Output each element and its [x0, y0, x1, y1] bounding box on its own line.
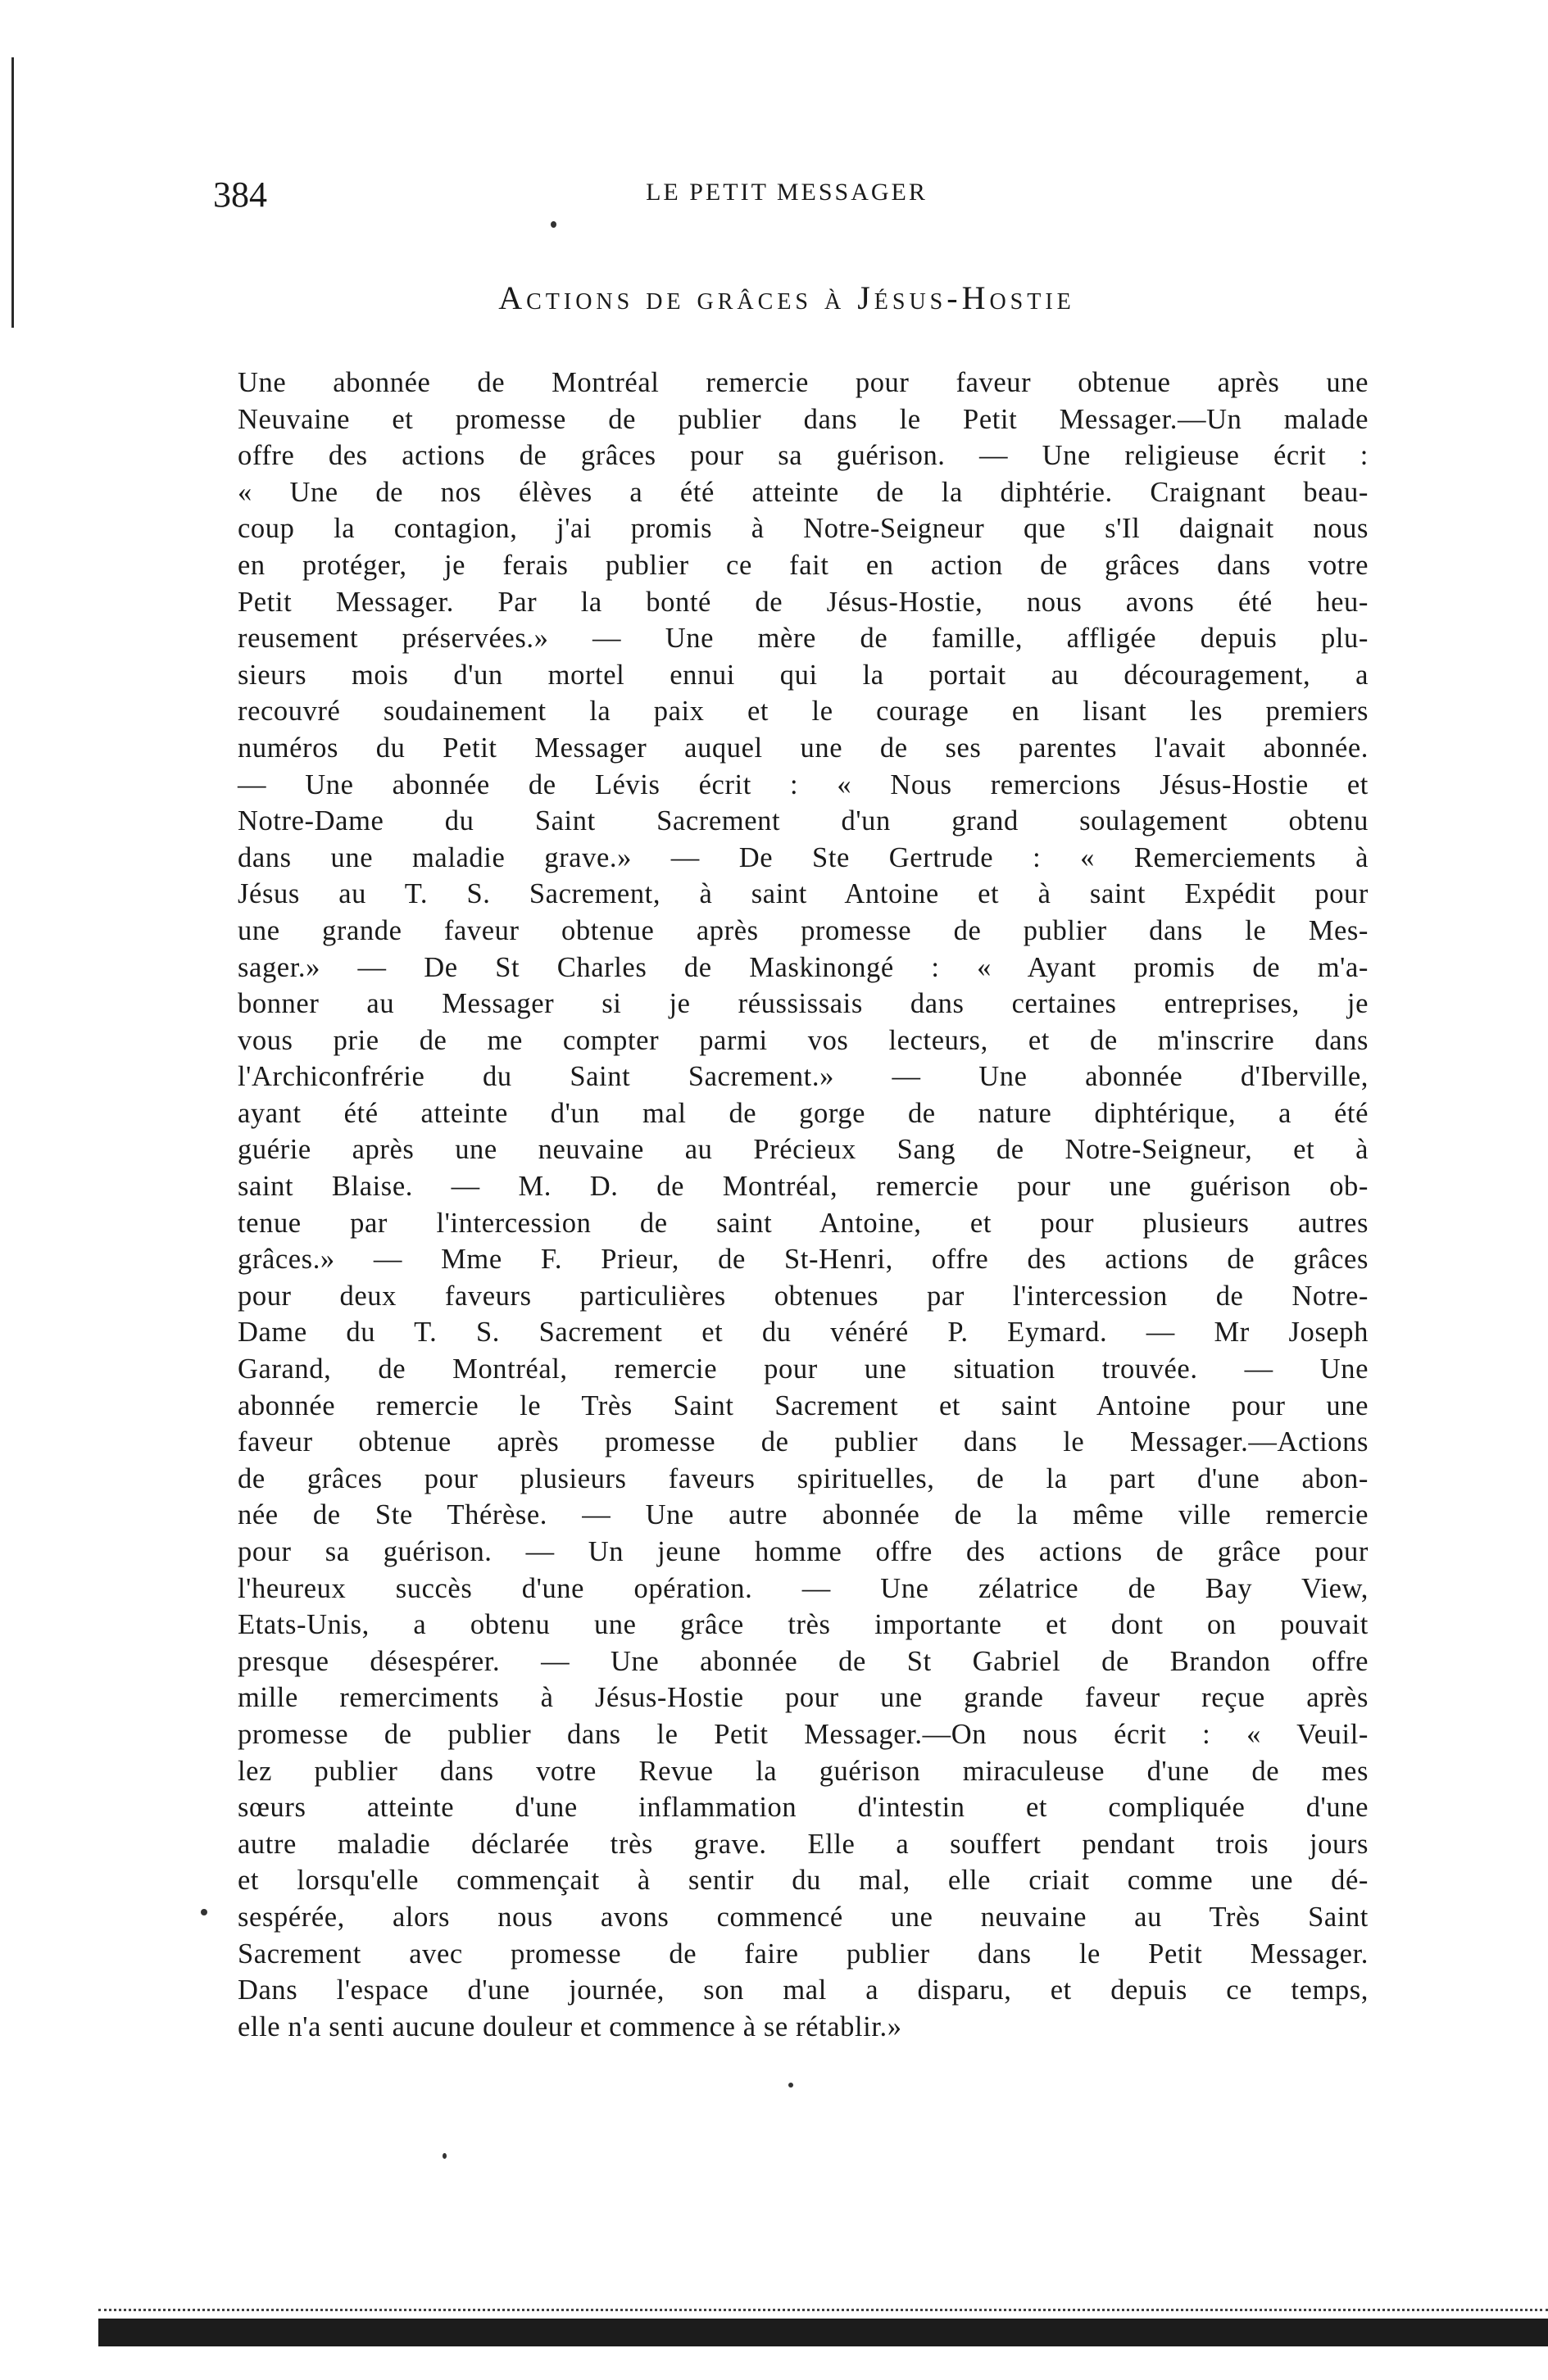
text-line: mille remerciments à Jésus-Hostie pour une grande faveur reçue après — [238, 1682, 1369, 1714]
text-line: Sacrement avec promesse de faire publier dans le Petit Messager. — [238, 1938, 1369, 1970]
scan-page-edge-bottom — [98, 2319, 1548, 2346]
text-line: Petit Messager. Par la bonté de Jésus-Hostie, nous avons été heu- — [238, 586, 1369, 618]
text-line: sœurs atteinte d'une inflammation d'intestin et compliquée d'une — [238, 1792, 1369, 1824]
text-line: Dame du T. S. Sacrement et du vénéré P. Eymard. — Mr Joseph — [238, 1317, 1369, 1349]
text-line: saint Blaise. — M. D. de Montréal, remercie pour une guérison ob- — [238, 1171, 1369, 1203]
text-line: grâces.» — Mme F. Prieur, de St-Henri, offre des actions de grâces — [238, 1244, 1369, 1276]
text-line: coup la contagion, j'ai promis à Notre-Seigneur que s'Il daignait nous — [238, 513, 1369, 545]
text-line: Une abonnée de Montréal remercie pour faveur obtenue après une — [238, 367, 1369, 398]
text-line: l'Archiconfrérie du Saint Sacrement.» — Une abonnée d'Iberville, — [238, 1061, 1369, 1093]
text-line: et lorsqu'elle commençait à sentir du mal, elle criait comme une dé- — [238, 1865, 1369, 1897]
page-number: 384 — [213, 175, 267, 215]
text-line: sespérée, alors nous avons commencé une neuvaine au Très Saint — [238, 1901, 1369, 1933]
scan-page-edge-left — [11, 57, 14, 328]
text-line: offre des actions de grâces pour sa guérison. — Une religieuse écrit : — [238, 440, 1369, 472]
text-line: Dans l'espace d'une journée, son mal a disparu, et depuis ce temps, — [238, 1974, 1369, 2006]
scan-speck — [443, 2153, 447, 2159]
running-head: LE PETIT MESSAGER — [646, 179, 928, 206]
text-line: abonnée remercie le Très Saint Sacrement et saint Antoine pour une — [238, 1389, 1369, 1421]
text-line: une grande faveur obtenue après promesse de publier dans le Mes- — [238, 914, 1369, 946]
scan-speck — [551, 221, 556, 228]
text-line: vous prie de me compter parmi vos lecteurs, et de m'inscrire dans — [238, 1024, 1369, 1056]
text-line: Garand, de Montréal, remercie pour une situation trouvée. — Une — [238, 1353, 1369, 1385]
page-header — [213, 174, 1360, 215]
text-line: pour sa guérison. — Un jeune homme offre des actions de grâce pour — [238, 1536, 1369, 1567]
scan-speck — [788, 2083, 793, 2088]
text-line: Etats-Unis, a obtenu une grâce très importante et dont on pouvait — [238, 1609, 1369, 1641]
text-line: pour deux faveurs particulières obtenues par l'intercession de Notre- — [238, 1280, 1369, 1312]
text-line: recouvré soudainement la paix et le courage en lisant les premiers — [238, 696, 1369, 728]
text-line: née de Ste Thérèse. — Une autre abonnée de la même ville remercie — [238, 1499, 1369, 1531]
text-line: sager.» — De St Charles de Maskinongé : « Ayant promis de m'a- — [238, 951, 1369, 983]
text-line: guérie après une neuvaine au Précieux Sang de Notre-Seigneur, et à — [238, 1134, 1369, 1166]
text-line: tenue par l'intercession de saint Antoine, et pour plusieurs autres — [238, 1207, 1369, 1239]
text-line: « Une de nos élèves a été atteinte de la diphtérie. Craignant beau- — [238, 476, 1369, 508]
section-title: Actions de grâces à Jésus-Hostie — [498, 279, 1075, 316]
text-line: autre maladie déclarée très grave. Elle a souffert pendant trois jours — [238, 1828, 1369, 1860]
text-line: reusement préservées.» — Une mère de famille, affligée depuis plu- — [238, 623, 1369, 655]
text-line: dans une maladie grave.» — De Ste Gertrude : « Remerciements à — [238, 841, 1369, 873]
text-line: Neuvaine et promesse de publier dans le Petit Messager.—Un malade — [238, 403, 1369, 435]
text-line: numéros du Petit Messager auquel une de ses parentes l'avait abonnée. — [238, 732, 1369, 764]
scan-page-edge-dotted — [98, 2309, 1548, 2314]
scan-speck — [201, 1909, 207, 1915]
text-line: presque désespérer. — Une abonnée de St Gabriel de Brandon offre — [238, 1645, 1369, 1677]
text-line: l'heureux succès d'une opération. — Une zélatrice de Bay View, — [238, 1572, 1369, 1604]
text-line: ayant été atteinte d'un mal de gorge de nature diphtérique, a été — [238, 1097, 1369, 1129]
text-line: Notre-Dame du Saint Sacrement d'un grand soulagement obtenu — [238, 805, 1369, 837]
text-line: lez publier dans votre Revue la guérison miraculeuse d'une de mes — [238, 1755, 1369, 1787]
text-line: bonner au Messager si je réussissais dans certaines entreprises, je — [238, 988, 1369, 1020]
text-line: promesse de publier dans le Petit Messager.—On nous écrit : « Veuil- — [238, 1718, 1369, 1750]
text-line: de grâces pour plusieurs faveurs spirituelles, de la part d'une abon- — [238, 1462, 1369, 1494]
text-line: faveur obtenue après promesse de publier dans le Messager.—Actions — [238, 1426, 1369, 1458]
body-paragraph — [238, 365, 1369, 2045]
text-line: sieurs mois d'un mortel ennui qui la portait au découragement, a — [238, 659, 1369, 691]
text-line: — Une abonnée de Lévis écrit : « Nous remercions Jésus-Hostie et — [238, 768, 1369, 800]
text-line: en protéger, je ferais publier ce fait en action de grâces dans votre — [238, 549, 1369, 581]
text-line: elle n'a senti aucune douleur et commence à se rétablir.» — [238, 2011, 902, 2042]
text-line: Jésus au T. S. Sacrement, à saint Antoine et à saint Expédit pour — [238, 878, 1369, 910]
